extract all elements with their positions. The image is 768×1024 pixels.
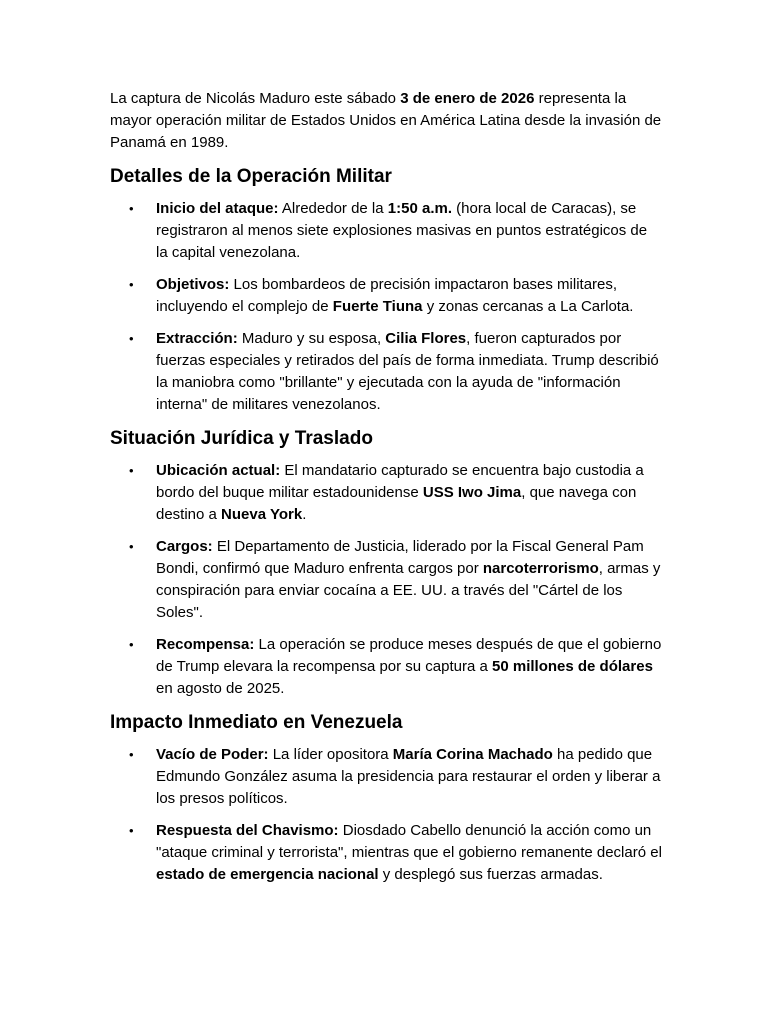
item-text: , que navega con destino a [156,484,637,523]
item-text: en agosto de 2025. [156,680,285,697]
item-emphasis: estado de emergencia nacional [156,866,379,883]
item-label: Respuesta del Chavismo: [156,822,339,839]
item-text: Diosdado Cabello denunció la acción como un "ataque criminal y terrorista", mientras que el gobierno remanente declaró el [156,822,662,861]
item-text: La operación se produce meses después de que el gobierno de Trump elevara la recompensa por su captura a [156,636,662,675]
item-label: Cargos: [156,538,213,555]
item-emphasis: María Corina Machado [392,746,553,763]
bullet-icon: • [129,637,134,652]
item-emphasis: Fuerte Tiuna [332,298,423,315]
item-text: Los bombardeos de precisión impactaron bases militares, incluyendo el complejo de [156,276,618,315]
list-item [110,820,662,886]
bullet-icon: • [129,463,134,478]
bullet-list [110,460,662,700]
item-emphasis: Cilia Flores [385,330,467,347]
bullet-icon: • [129,331,134,346]
item-label: Vacío de Poder: [156,746,269,763]
item-emphasis: USS Iwo Jima [422,484,522,501]
item-text: , armas y conspiración para enviar cocaína a EE. UU. a través del "Cártel de los Soles". [156,560,661,621]
item-label: Inicio del ataque: [156,200,279,217]
item-label: Ubicación actual: [156,462,281,479]
section-heading: Situación Jurídica y Traslado [110,428,373,449]
intro-text: representa la mayor operación militar de Estados Unidos en América Latina desde la invasión de Panamá en 1989. [110,90,662,151]
item-text: ha pedido que Edmundo González asuma la presidencia para restaurar el orden y liberar a los presos políticos. [156,746,661,807]
bullet-icon: • [129,277,134,292]
list-item [110,198,662,264]
item-label: Recompensa: [156,636,255,653]
item-text: . [302,506,307,523]
item-text: Alrededor de la [278,200,388,217]
item-text: Maduro y su esposa, [237,330,386,347]
item-label: Objetivos: [156,276,230,293]
item-text: , fueron capturados por fuerzas especiales y retirados del país de forma inmediata. Trump describió la maniobra como "brillante" y ejecutada con la ayuda de "información interna" de militares venezolanos. [156,330,659,413]
bullet-icon: • [129,823,134,838]
bullet-icon: • [129,539,134,554]
item-text: El Departamento de Justicia, liderado por la Fiscal General Pam Bondi, confirmó que Maduro enfrenta cargos por [156,538,644,577]
bullet-icon: • [129,201,134,216]
list-item [110,460,662,526]
item-text: y desplegó sus fuerzas armadas. [378,866,603,883]
item-emphasis: narcoterrorismo [482,560,599,577]
item-emphasis: 50 millones de dólares [492,658,653,675]
intro-paragraph [110,88,662,154]
list-item [110,536,662,624]
intro-text: La captura de Nicolás Maduro este sábado [110,90,401,107]
bullet-list [110,744,662,886]
item-text: El mandatario capturado se encuentra bajo custodia a bordo del buque militar estadounidense [156,462,644,501]
bullet-list [110,198,662,416]
item-label: Extracción: [156,330,238,347]
item-text: La líder opositora [268,746,393,763]
item-text: (hora local de Caracas), se registraron al menos siete explosiones masivas en puntos estratégicos de la capital venezolana. [156,200,648,261]
document-page [110,88,662,886]
intro-date: 3 de enero de 2026 [400,90,535,107]
item-text: y zonas cercanas a La Carlota. [422,298,634,315]
section-heading: Detalles de la Operación Militar [110,166,392,187]
item-emphasis: 1:50 a.m. [387,200,452,217]
section-heading: Impacto Inmediato en Venezuela [110,712,403,733]
list-item [110,274,662,318]
list-item [110,744,662,810]
bullet-icon: • [129,747,134,762]
item-emphasis: Nueva York [221,506,303,523]
list-item [110,634,662,700]
list-item [110,328,662,416]
